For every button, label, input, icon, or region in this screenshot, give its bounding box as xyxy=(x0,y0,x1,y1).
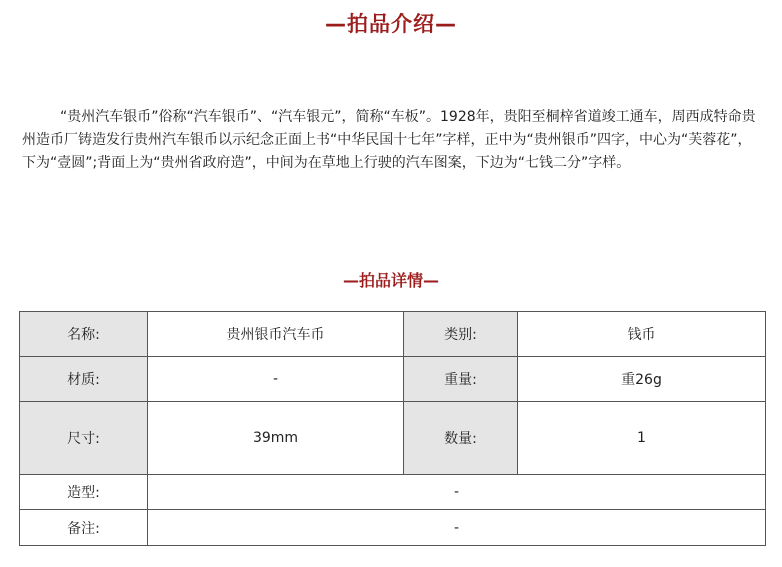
table-row xyxy=(20,357,766,402)
intro-paragraph: “贵州汽车银币”俗称“汽车银币”、“汽车银元”，简称“车板”。1928年，贵阳至桐梓省道竣工通车，周西成特命贵州造币厂铸造发行贵州汽车银币以示纪念正面上书“中华民国十七年”字样，正中为“贵州银币”四字，中心为“芙蓉花”，下为“壹圆”;背面上为“贵州省政府造”，中间为在草地上行驶的汽车图案，下边为“七钱二分”字样。 xyxy=(22,109,756,171)
quantity-value: 1 xyxy=(518,402,766,475)
intro-title: —拍品介绍— xyxy=(325,12,457,36)
table-row xyxy=(20,402,766,475)
weight-value: 重26g xyxy=(518,357,766,402)
table-row xyxy=(20,510,766,546)
material-value: - xyxy=(148,357,404,402)
table-row xyxy=(20,475,766,510)
weight-label: 重量: xyxy=(404,357,518,402)
details-title: —拍品详情— xyxy=(342,271,439,290)
material-label: 材质: xyxy=(20,357,148,402)
details-table xyxy=(19,311,766,546)
shape-label: 造型: xyxy=(20,475,148,510)
shape-value: - xyxy=(148,475,766,510)
category-label: 类别: xyxy=(404,312,518,357)
category-value: 钱币 xyxy=(518,312,766,357)
notes-label: 备注: xyxy=(20,510,148,546)
quantity-label: 数量: xyxy=(404,402,518,475)
size-label: 尺寸: xyxy=(20,402,148,475)
name-label: 名称: xyxy=(20,312,148,357)
size-value: 39mm xyxy=(148,402,404,475)
name-value: 贵州银币汽车币 xyxy=(148,312,404,357)
table-row xyxy=(20,312,766,357)
notes-value: - xyxy=(148,510,766,546)
